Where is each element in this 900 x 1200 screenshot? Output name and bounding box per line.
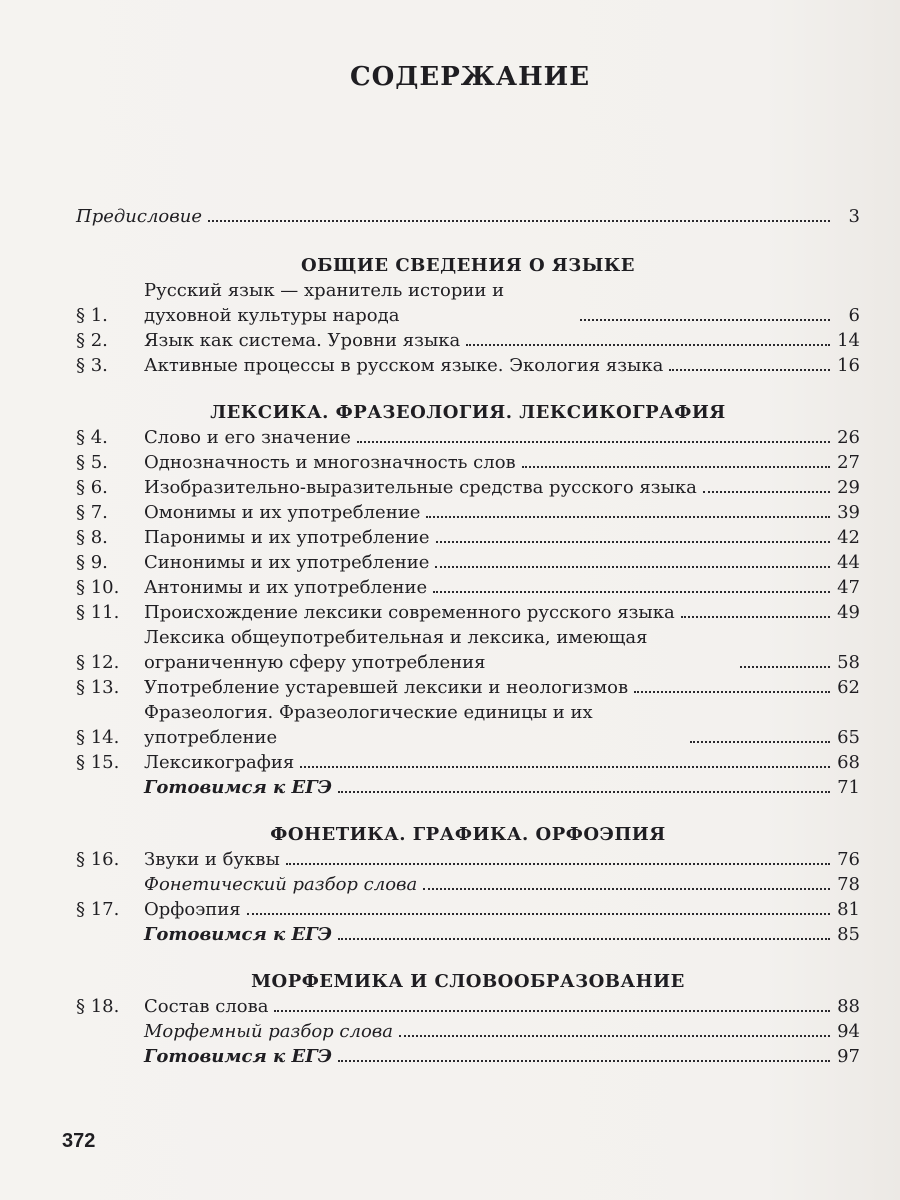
preface-label: Предисловие [76,206,202,227]
leader-dots [338,938,830,940]
entry-page: 47 [837,577,860,598]
paragraph-number: § 9. [76,552,108,573]
leader-dots [274,1010,830,1012]
leader-dots [740,666,830,668]
paragraph-number: § 1. [76,305,108,326]
entry-title: Происхождение лексики современного русского языка [144,602,675,623]
toc-row [76,278,860,328]
entry-title: Русский язык — хранитель истории и духовной культуры народа [144,280,505,326]
leader-dots [433,591,830,593]
entry-title: Антонимы и их употребление [144,577,428,598]
entry-page: 81 [837,899,860,920]
paragraph-number: § 3. [76,355,108,376]
entry-title: Лексикография [144,752,295,773]
toc-row [76,500,860,525]
leader-dots [435,566,830,568]
toc-row [76,600,860,625]
preface-page: 3 [848,206,860,227]
leader-dots [399,1035,830,1037]
toc-row [76,425,860,450]
entry-title: Готовимся к ЕГЭ [144,1046,332,1067]
leader-dots [681,616,830,618]
leader-dots [580,319,830,321]
leader-dots [690,741,830,743]
paragraph-number: § 11. [76,602,120,623]
entry-title: Однозначность и многозначность слов [144,452,516,473]
paragraph-number: § 10. [76,577,120,598]
entry-page: 97 [837,1046,860,1067]
paragraph-number: § 16. [76,849,120,870]
paragraph-number: § 18. [76,996,120,1017]
entry-title: Морфемный разбор слова [144,1021,394,1042]
toc-row [76,700,860,750]
toc-row [76,1019,860,1044]
toc-row [76,872,860,897]
leader-dots [338,1060,830,1062]
leader-dots [703,491,830,493]
toc-row [76,847,860,872]
leader-dots [466,344,830,346]
entry-page: 78 [837,874,860,895]
entry-page: 62 [837,677,860,698]
entry-title: Звуки и буквы [144,849,280,870]
page-number: 372 [62,1130,96,1152]
entry-page: 27 [837,452,860,473]
leader-dots [208,220,830,222]
entry-title: Омонимы и их употребление [144,502,421,523]
entry-page: 26 [837,427,860,448]
entry-page: 94 [837,1021,860,1042]
entry-title: Активные процессы в русском языке. Экология языка [144,355,664,376]
entry-title: Синонимы и их употребление [144,552,430,573]
entry-title: Фонетический разбор слова [144,874,418,895]
entry-page: 16 [837,355,860,376]
leader-dots [247,913,830,915]
entry-page: 6 [848,305,860,326]
entry-title: Лексика общеупотребительная и лексика, имеющая ограниченную сферу употребления [144,627,648,673]
toc-row [76,525,860,550]
leader-dots [423,888,830,890]
toc-row [76,353,860,378]
section-heading-morphemics: МОРФЕМИКА И СЛОВООБРАЗОВАНИЕ [251,971,685,992]
entry-page: 42 [837,527,860,548]
entry-title: Изобразительно-выразительные средства русского языка [144,477,697,498]
leader-dots [338,791,830,793]
leader-dots [286,863,830,865]
toc-row [76,575,860,600]
entry-title: Употребление устаревшей лексики и неологизмов [144,677,629,698]
entry-page: 39 [837,502,860,523]
toc-row [76,550,860,575]
entry-title: Орфоэпия [144,899,241,920]
paragraph-number: § 8. [76,527,108,548]
entry-page: 58 [837,652,860,673]
entry-page: 71 [837,777,860,798]
entry-title: Паронимы и их употребление [144,527,430,548]
toc-row-preface [76,204,860,229]
entry-page: 88 [837,996,860,1017]
entry-page: 29 [837,477,860,498]
section-heading-lexicon: ЛЕКСИКА. ФРАЗЕОЛОГИЯ. ЛЕКСИКОГРАФИЯ [210,402,726,423]
entry-page: 65 [837,727,860,748]
entry-title: Слово и его значение [144,427,351,448]
entry-page: 44 [837,552,860,573]
paragraph-number: § 2. [76,330,108,351]
toc-row [76,994,860,1019]
entry-title: Состав слова [144,996,269,1017]
paragraph-number: § 7. [76,502,108,523]
entry-title: Готовимся к ЕГЭ [144,777,332,798]
paragraph-number: § 12. [76,652,120,673]
toc-row-ege [76,775,860,800]
entry-title: Фразеология. Фразеологические единицы и их употребление [144,702,593,748]
paragraph-number: § 15. [76,752,120,773]
leader-dots [426,516,830,518]
leader-dots [634,691,830,693]
toc-row [76,328,860,353]
section-heading-phonetics: ФОНЕТИКА. ГРАФИКА. ОРФОЭПИЯ [270,824,666,845]
toc-row-ege [76,1044,860,1069]
leader-dots [357,441,830,443]
leader-dots [522,466,830,468]
entry-title: Язык как система. Уровни языка [144,330,461,351]
paragraph-number: § 13. [76,677,120,698]
entry-title: Готовимся к ЕГЭ [144,924,332,945]
entry-page: 68 [837,752,860,773]
toc-row [76,750,860,775]
section-heading-general: ОБЩИЕ СВЕДЕНИЯ О ЯЗЫКЕ [301,255,635,276]
entry-page: 49 [837,602,860,623]
entry-page: 85 [837,924,860,945]
entry-page: 14 [837,330,860,351]
toc-row [76,625,860,675]
leader-dots [669,369,830,371]
entry-page: 76 [837,849,860,870]
table-of-contents [76,204,860,1069]
paragraph-number: § 14. [76,727,120,748]
toc-row [76,675,860,700]
paragraph-number: § 5. [76,452,108,473]
leader-dots [436,541,830,543]
toc-row [76,475,860,500]
toc-row-ege [76,922,860,947]
paragraph-number: § 17. [76,899,120,920]
toc-row [76,450,860,475]
leader-dots [300,766,830,768]
paragraph-number: § 4. [76,427,108,448]
page-title: СОДЕРЖАНИЕ [349,62,591,92]
toc-row [76,897,860,922]
paragraph-number: § 6. [76,477,108,498]
